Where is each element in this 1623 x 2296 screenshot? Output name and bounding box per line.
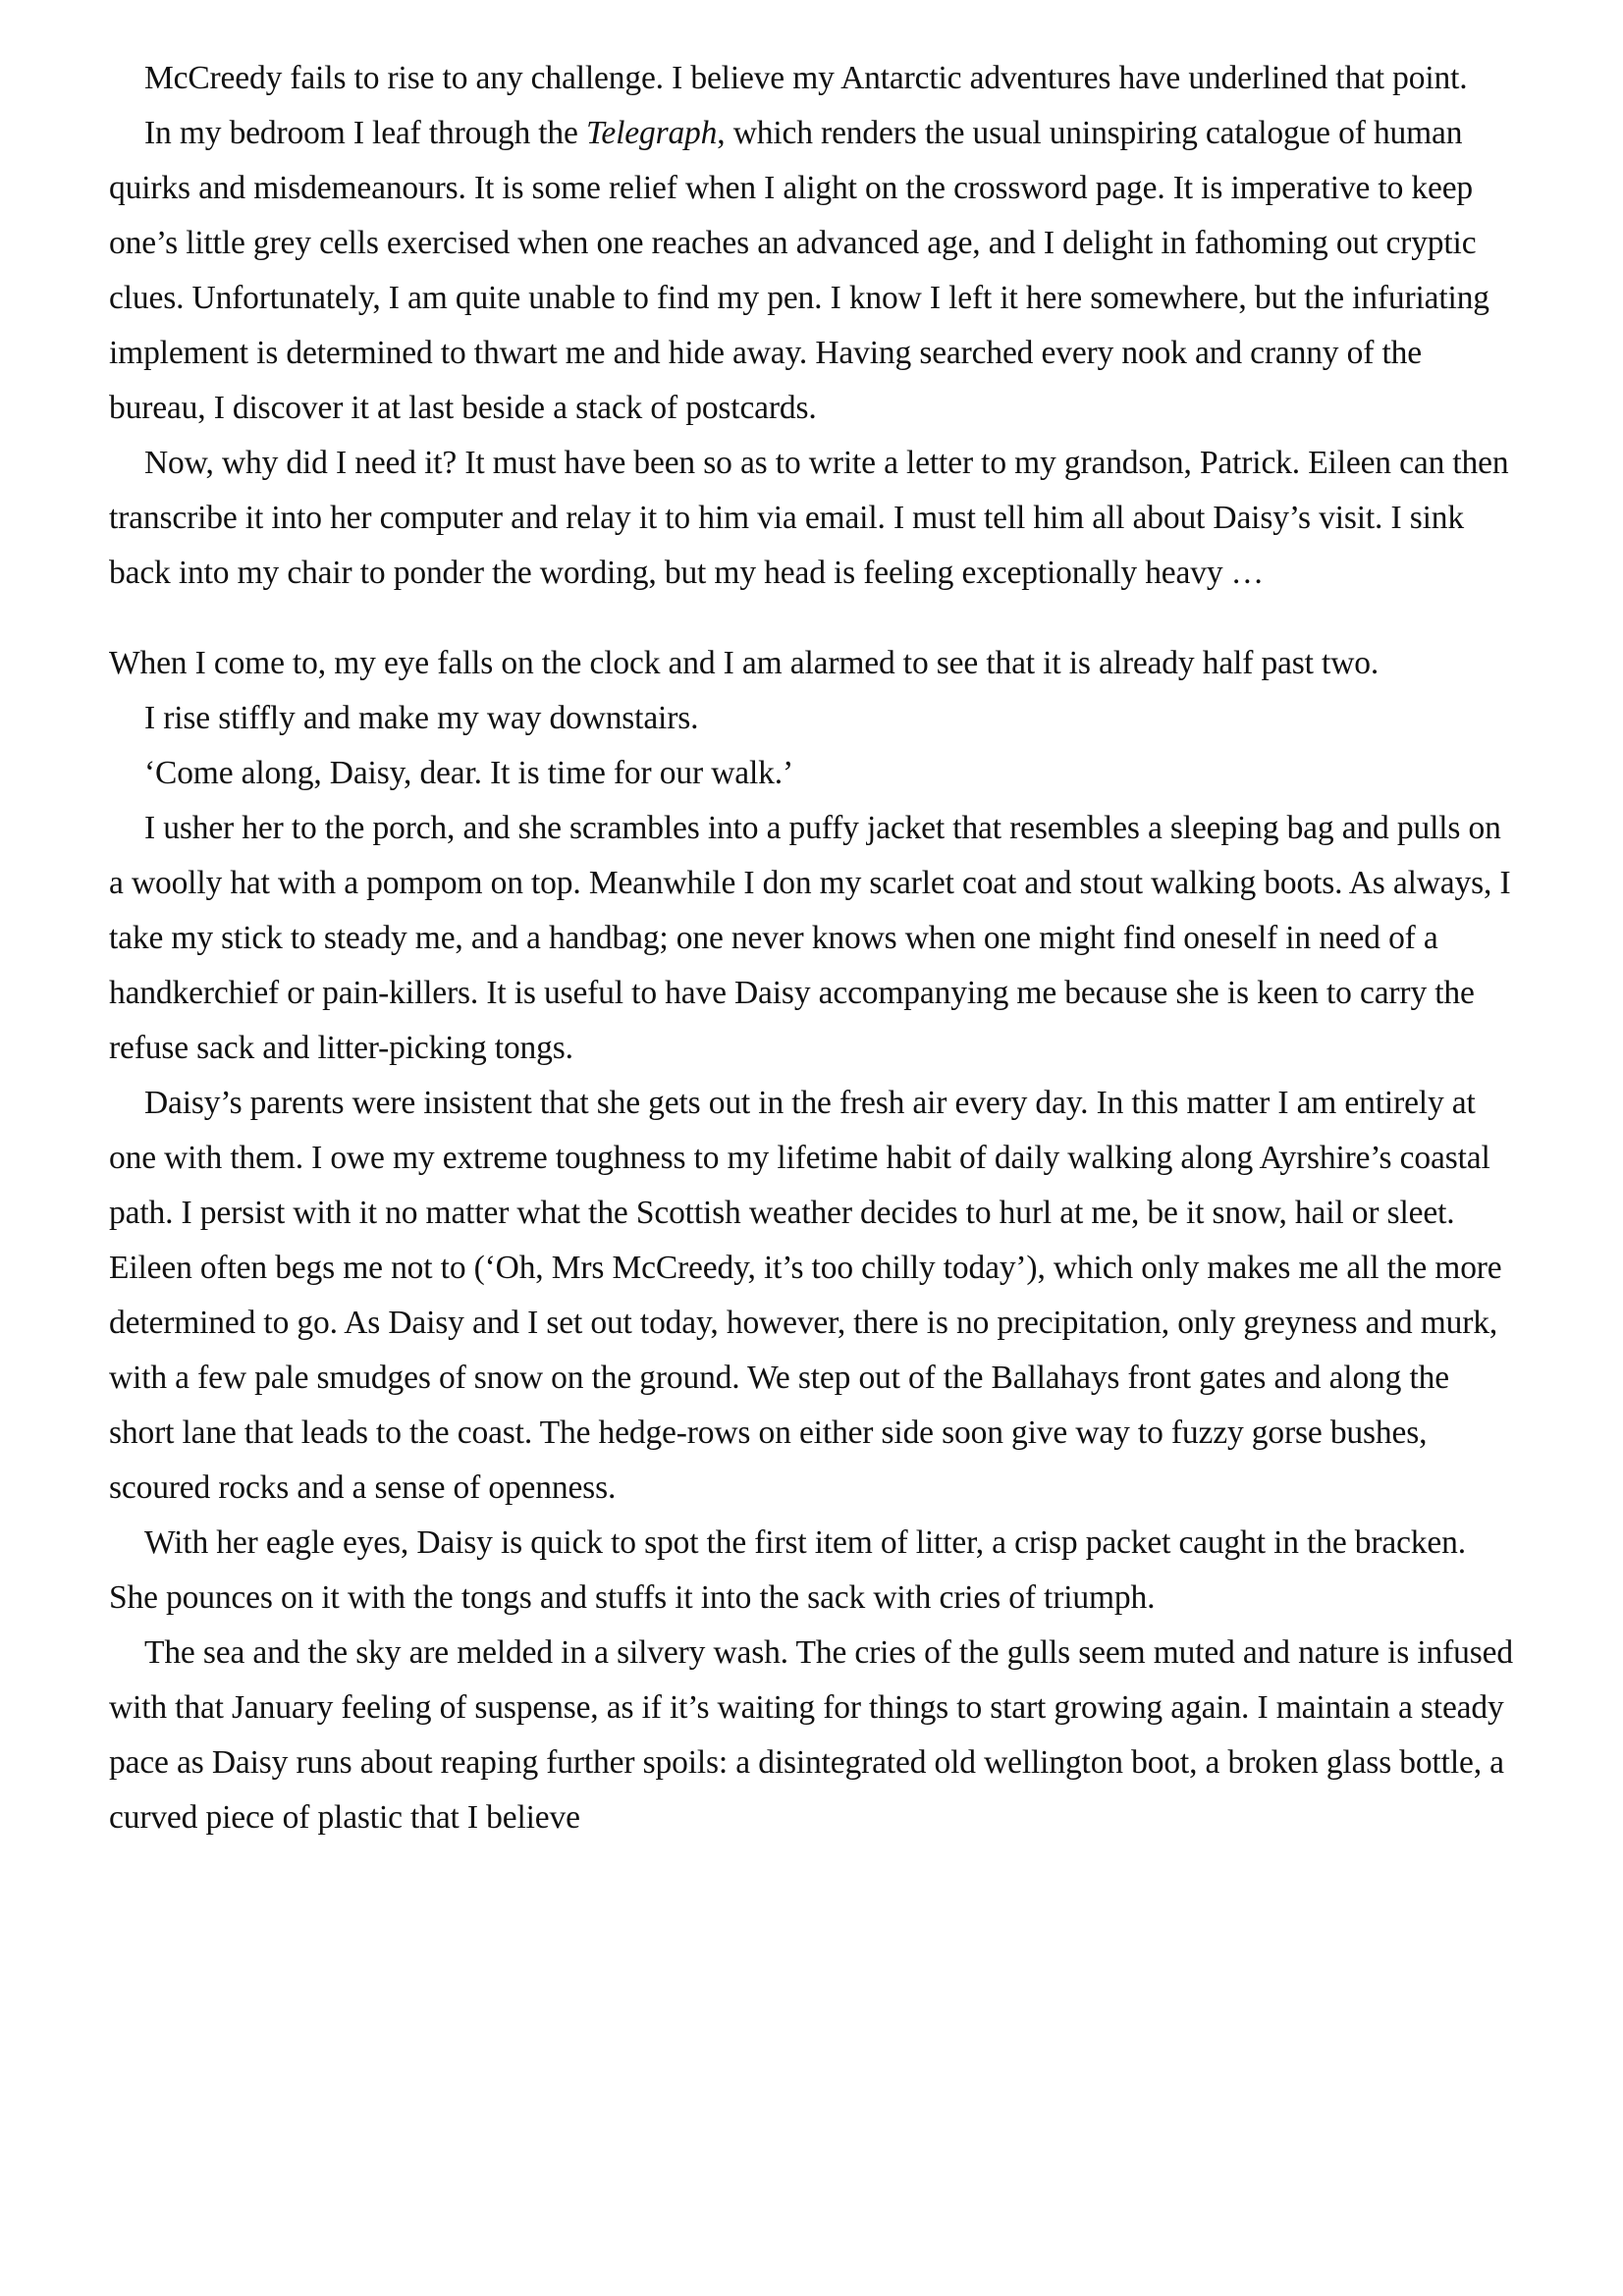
- paragraph-2-lead: In my bedroom I leaf through the: [144, 115, 586, 151]
- paragraph-10: The sea and the sky are melded in a silvery wash. The cries of the gulls seem muted and nature is infused with that January feeling of suspense, as if it’s waiting for things to start growing again. I maintain a steady pace as Daisy runs about reaping further spoils: a disintegrated old wellington boot, a broken glass bottle, a curved piece of plastic that I believe: [109, 1634, 1513, 1836]
- section-break: [109, 601, 1513, 636]
- paragraph-2: [109, 106, 1513, 436]
- paragraph-1: McCreedy fails to rise to any challenge. I believe my Antarctic adventures have underlined that point.: [144, 60, 1468, 96]
- paragraph-3: Now, why did I need it? It must have been so as to write a letter to my grandson, Patrick. Eileen can then transcribe it into her computer and relay it to him via email. I must tell him all about Daisy’s visit. I sink back into my chair to ponder the wording, but my head is feeling exceptionally heavy …: [109, 445, 1509, 591]
- paragraph-6-dialogue: ‘Come along, Daisy, dear. It is time for our walk.’: [144, 755, 793, 791]
- paragraph-4: When I come to, my eye falls on the clock and I am alarmed to see that it is already half past two.: [109, 645, 1380, 681]
- paragraph-2-rest: , which renders the usual uninspiring catalogue of human quirks and misdemeanours. It is some relief when I alight on the crossword page. It is imperative to keep one’s little grey cells exercised when one reaches an advanced age, and I delight in fathoming out cryptic clues. Unfortunately, I am quite unable to find my pen. I know I left it here somewhere, but the infuriating implement is determined to thwart me and hide away. Having searched every nook and cranny of the bureau, I discover it at last beside a stack of postcards.: [109, 115, 1489, 426]
- paragraph-5: I rise stiffly and make my way downstairs.: [144, 700, 699, 736]
- document-page: [109, 51, 1513, 1845]
- newspaper-title: Telegraph: [585, 115, 718, 151]
- paragraph-9: With her eagle eyes, Daisy is quick to spot the first item of litter, a crisp packet caught in the bracken. She pounces on it with the tongs and stuffs it into the sack with cries of triumph.: [109, 1524, 1466, 1616]
- paragraph-8: Daisy’s parents were insistent that she gets out in the fresh air every day. In this matter I am entirely at one with them. I owe my extreme toughness to my lifetime habit of daily walking along Ayrshire’s coastal path. I persist with it no matter what the Scottish weather decides to hurl at me, be it snow, hail or sleet. Eileen often begs me not to (‘Oh, Mrs McCreedy, it’s too chilly today’), which only makes me all the more determined to go. As Daisy and I set out today, however, there is no precipitation, only greyness and murk, with a few pale smudges of snow on the ground. We step out of the Ballahays front gates and along the short lane that leads to the coast. The hedge-rows on either side soon give way to fuzzy gorse bushes, scoured rocks and a sense of openness.: [109, 1085, 1502, 1506]
- paragraph-7: I usher her to the porch, and she scrambles into a puffy jacket that resembles a sleeping bag and pulls on a woolly hat with a pompom on top. Meanwhile I don my scarlet coat and stout walking boots. As always, I take my stick to steady me, and a handbag; one never knows when one might find oneself in need of a handkerchief or pain-killers. It is useful to have Daisy accompanying me because she is keen to carry the refuse sack and litter-picking tongs.: [109, 810, 1511, 1066]
